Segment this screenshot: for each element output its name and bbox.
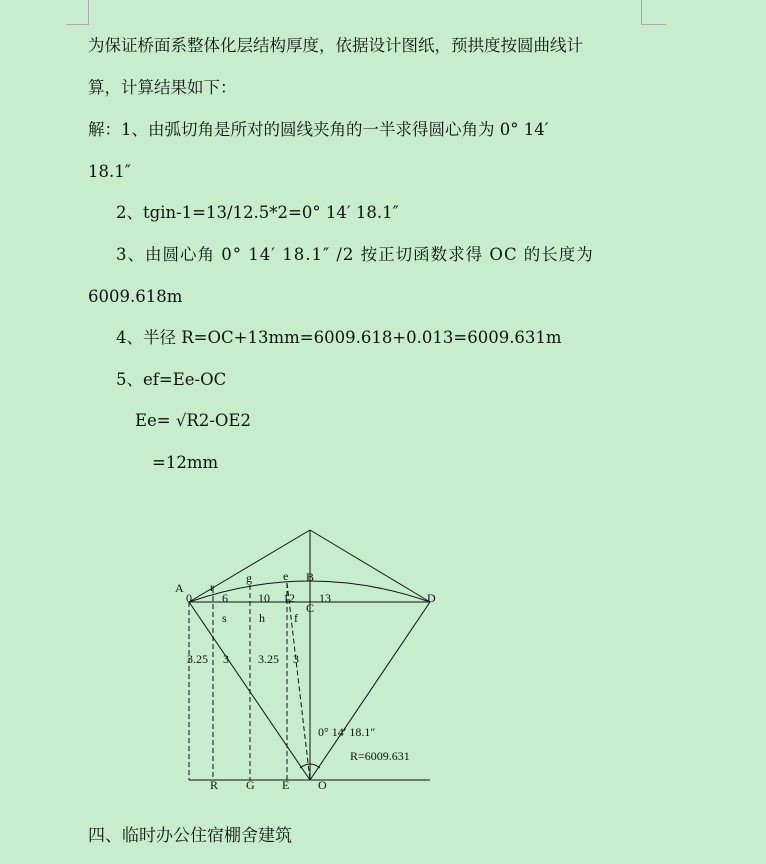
point-label-e: e	[283, 569, 289, 583]
paragraph-line: 为保证桥面系整体化层结构厚度，依据设计图纸，预拱度按圆曲线计	[88, 36, 583, 55]
chord-value: 6	[222, 591, 228, 605]
point-label-o: O	[318, 778, 327, 792]
paragraph-line: 2、tgin-1=13/12.5*2=0° 14′ 18.1″	[116, 203, 399, 222]
paragraph-line: 6009.618m	[88, 287, 183, 306]
paragraph-line: 5、ef=Ee-OC	[116, 370, 227, 389]
chord-value: 0	[186, 591, 192, 605]
segment-length: 3	[223, 652, 229, 666]
segment-length: 3.25	[187, 652, 208, 666]
paragraph-line: 解：1、由弧切角是所对的圆线夹角的一半求得圆心角为 0° 14′	[88, 120, 549, 139]
point-label-s: s	[222, 611, 227, 625]
segment-length: 3	[293, 652, 299, 666]
paragraph-line: 4、半径 R=OC+13mm=6009.618+0.013=6009.631m	[116, 328, 562, 347]
chord-value: 10	[258, 591, 270, 605]
point-label-r: r	[210, 580, 214, 594]
chord-value: 13	[319, 591, 331, 605]
radius-label: R=6009.631	[350, 749, 410, 763]
point-label-g: g	[246, 571, 252, 585]
paragraph-line: Ee= √R2-OE2	[135, 411, 251, 430]
section-heading: 四、临时办公住宿棚舍建筑	[88, 826, 292, 846]
chord-value: 12	[283, 591, 295, 605]
angle-label: 0° 14′ 18.1″	[318, 725, 376, 739]
segment-length: 3.25	[258, 652, 279, 666]
point-label-b: B	[306, 570, 315, 584]
paragraph-line: =12mm	[152, 453, 219, 472]
point-label-c: C	[306, 601, 315, 615]
point-label-f: f	[294, 611, 298, 625]
paragraph-line: 算，计算结果如下：	[88, 78, 237, 97]
point-label-r-base: R	[210, 778, 219, 792]
point-label-d: D	[427, 591, 436, 605]
paragraph-line: 18.1″	[88, 162, 131, 181]
paragraph-line: 3、由圆心角 0° 14′ 18.1″ /2 按正切函数求得 OC 的长度为	[116, 245, 594, 264]
point-label-a: A	[175, 581, 184, 595]
point-label-g-base: G	[246, 778, 255, 792]
point-label-h: h	[259, 611, 265, 625]
point-label-e-base: E	[282, 778, 290, 792]
